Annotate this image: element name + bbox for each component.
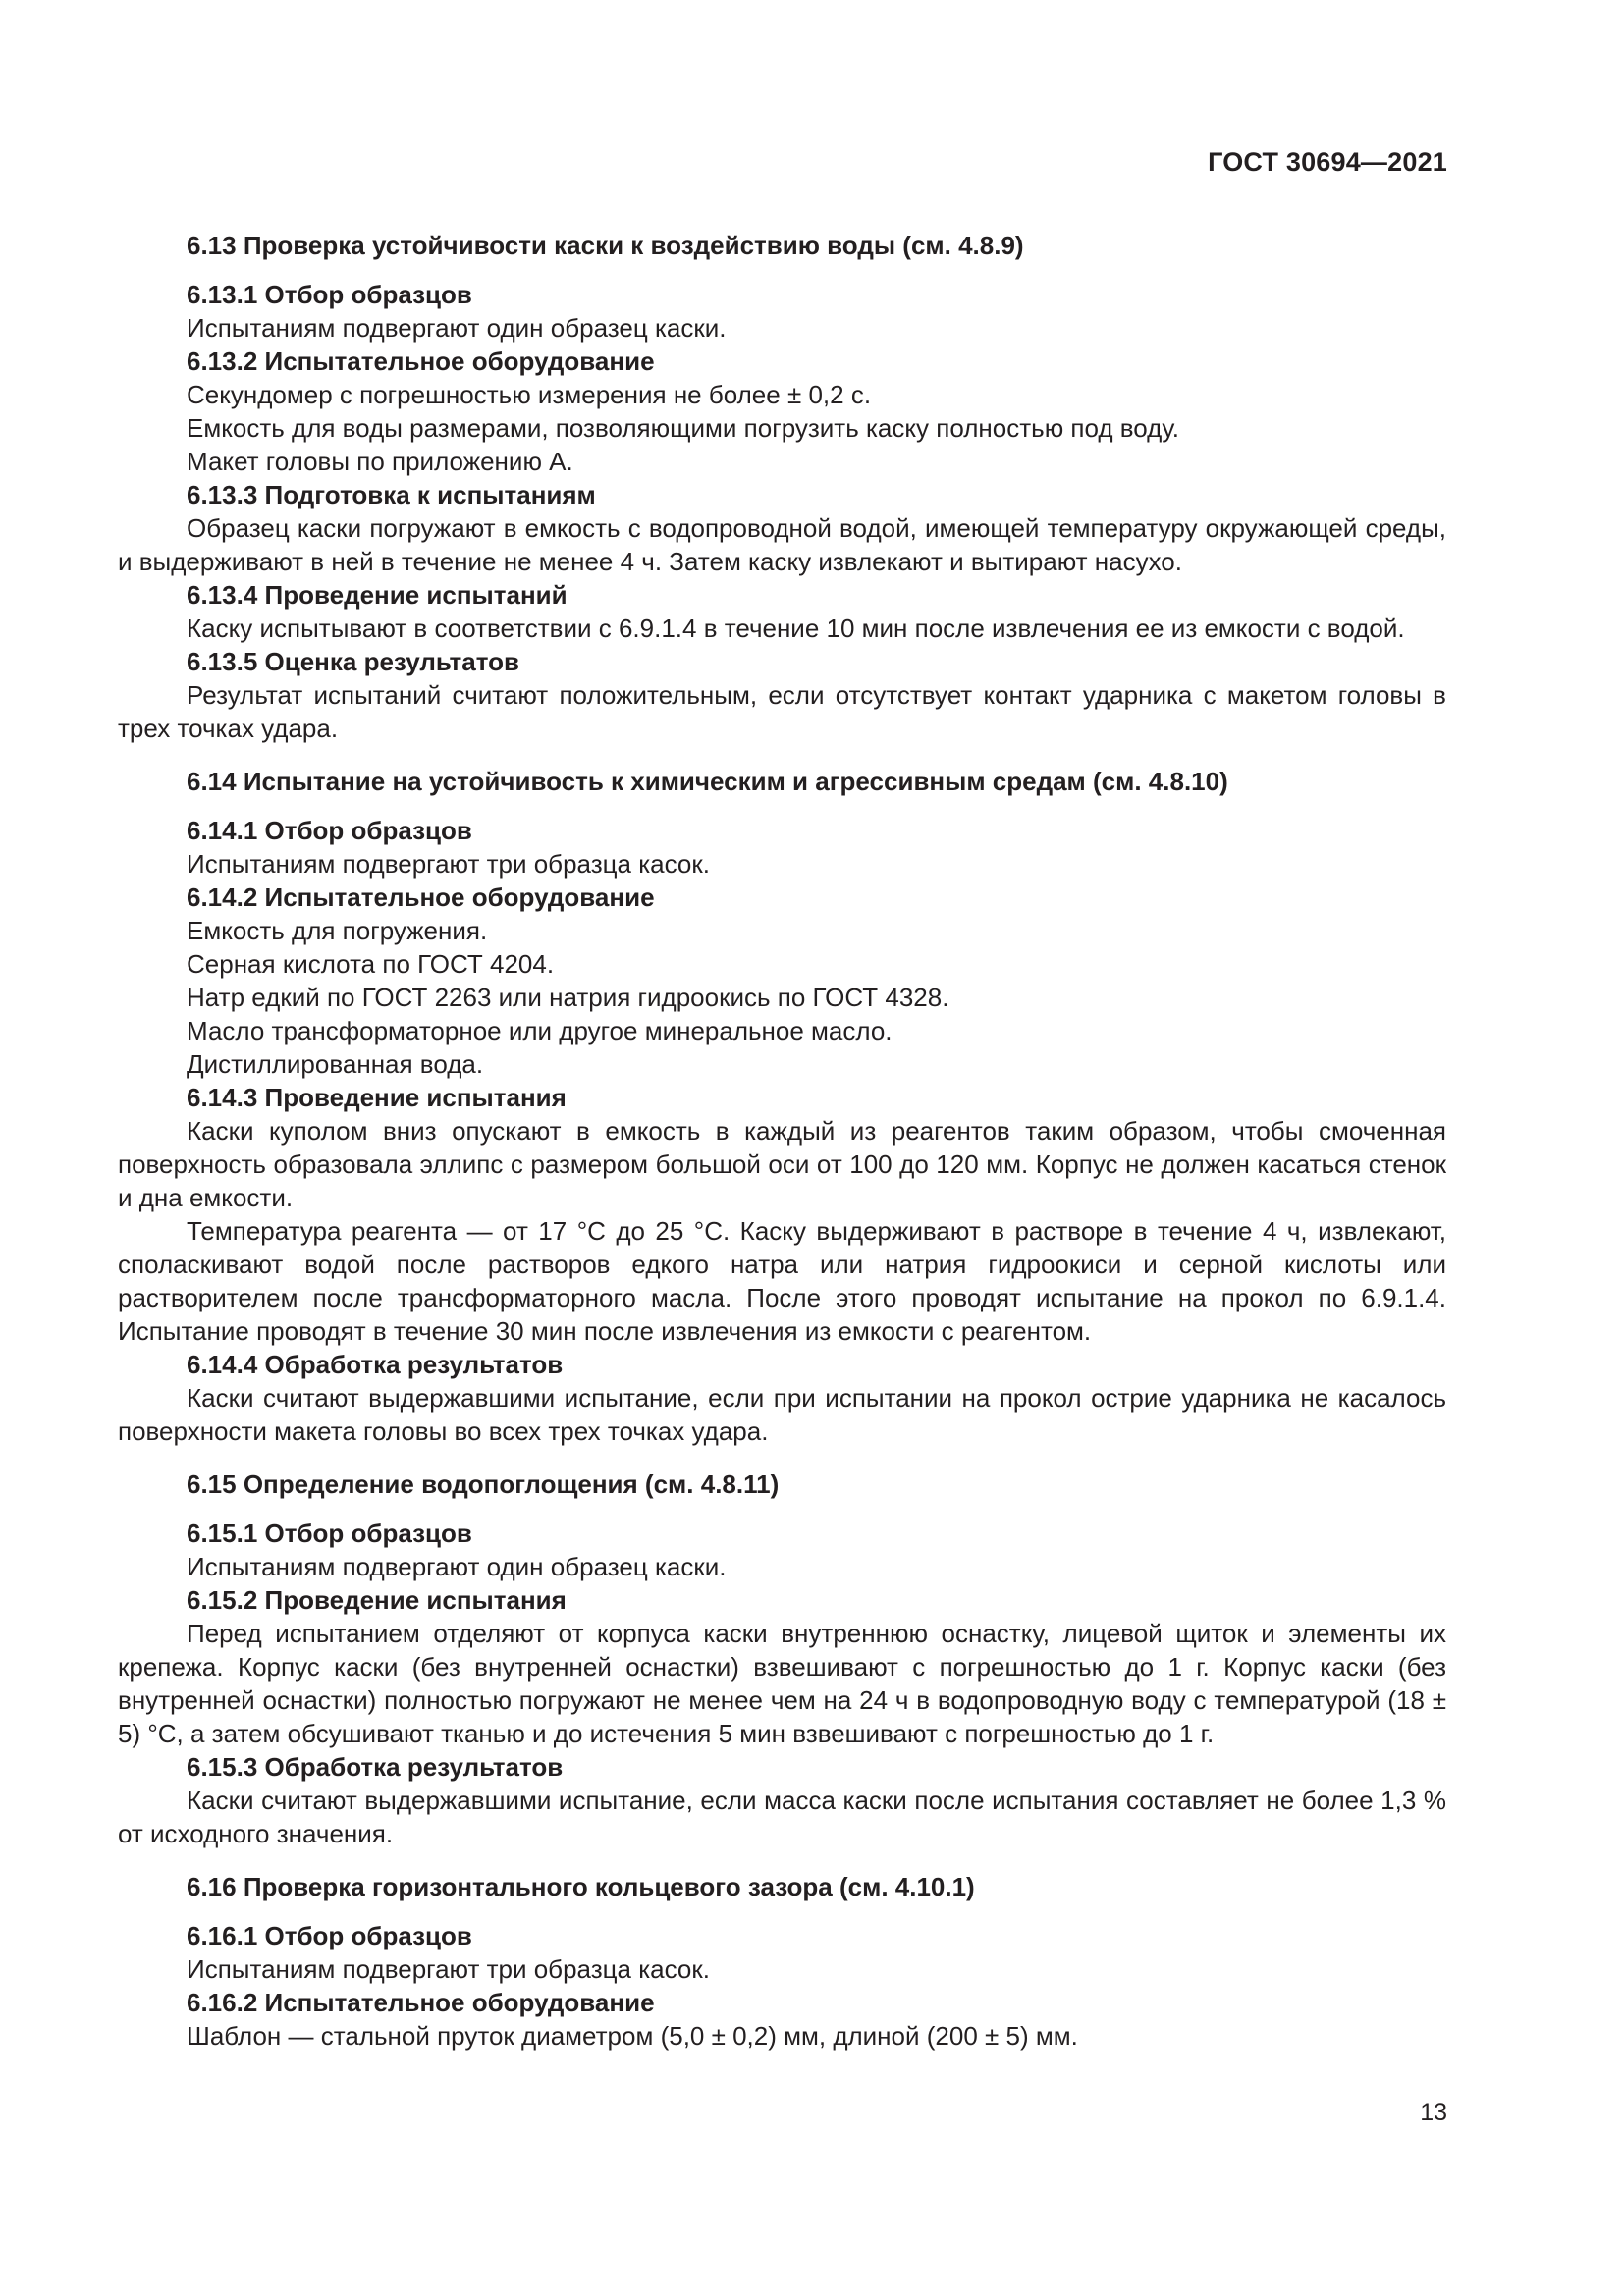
section-heading: 6.16 Проверка горизонтального кольцевого зазора (см. 4.10.1) (187, 1872, 975, 1901)
paragraph: Испытаниям подвергают три образца касок. (187, 849, 710, 879)
paragraph: Серная кислота по ГОСТ 4204. (187, 949, 555, 979)
section-heading: 6.13 Проверка устойчивости каски к воздействию воды (см. 4.8.9) (187, 231, 1024, 260)
section-6-13 (118, 229, 1446, 745)
subsection-heading: 6.14.4 Обработка результатов (187, 1350, 564, 1379)
subsection-heading: 6.15.3 Обработка результатов (187, 1752, 564, 1782)
paragraph: Шаблон — стальной пруток диаметром (5,0 ± 0,2) мм, длиной (200 ± 5) мм. (187, 2021, 1078, 2051)
paragraph: Испытаниям подвергают один образец каски. (187, 313, 727, 343)
page-number: 13 (1420, 2099, 1447, 2126)
subsection-heading: 6.13.3 Подготовка к испытаниям (187, 480, 596, 509)
paragraph: Испытаниям подвергают три образца касок. (187, 1954, 710, 1984)
subsection-heading: 6.13.1 Отбор образцов (187, 280, 472, 309)
subsection-heading: 6.14.2 Испытательное оборудование (187, 882, 655, 912)
paragraph: Каску испытывают в соответствии с 6.9.1.4 в течение 10 мин после извлечения ее из емкости с водой. (187, 614, 1405, 643)
subsection-heading: 6.14.1 Отбор образцов (187, 816, 472, 845)
section-heading: 6.14 Испытание на устойчивость к химическим и агрессивным средам (см. 4.8.10) (187, 767, 1228, 796)
subsection-heading: 6.14.3 Проведение испытания (187, 1083, 567, 1112)
paragraph: Емкость для погружения. (187, 916, 488, 945)
paragraph: Перед испытанием отделяют от корпуса каски внутреннюю оснастку, лицевой щиток и элементы их крепежа. Корпус каски (без внутренней оснастки) взвешивают с погрешностью до 1 г. Корпус каски (без внутренней оснастки) полностью погружают не менее чем на 24 ч в водопроводную воду с температурой (18 ± 5) °С, а затем обсушивают тканью и до истечения 5 мин взвешивают с погрешностью до 1 г. (118, 1619, 1446, 1748)
section-heading: 6.15 Определение водопоглощения (см. 4.8.11) (187, 1469, 780, 1499)
section-6-16 (118, 1870, 1446, 2053)
paragraph: Результат испытаний считают положительным, если отсутствует контакт ударника с макетом головы в трех точках удара. (118, 680, 1446, 743)
paragraph: Испытаниям подвергают один образец каски. (187, 1552, 727, 1581)
subsection-heading: 6.15.2 Проведение испытания (187, 1585, 567, 1615)
subsection-heading: 6.13.2 Испытательное оборудование (187, 347, 655, 376)
paragraph: Емкость для воды размерами, позволяющими погрузить каску полностью под воду. (187, 413, 1179, 443)
subsection-heading: 6.13.4 Проведение испытаний (187, 580, 568, 610)
paragraph: Каски считают выдержавшими испытание, если масса каски после испытания составляет не более 1,3 % от исходного значения. (118, 1786, 1446, 1848)
subsection-heading: 6.13.5 Оценка результатов (187, 647, 519, 676)
standard-code: ГОСТ 30694—2021 (1208, 147, 1447, 177)
paragraph: Макет головы по приложению А. (187, 447, 573, 476)
spacer (118, 1448, 1446, 1468)
paragraph: Масло трансформаторное или другое минеральное масло. (187, 1016, 893, 1045)
subsection-heading: 6.15.1 Отбор образцов (187, 1519, 472, 1548)
section-6-14 (118, 765, 1446, 1448)
spacer (118, 1850, 1446, 1870)
paragraph: Дистиллированная вода. (187, 1049, 484, 1079)
section-6-15 (118, 1468, 1446, 1850)
paragraph: Образец каски погружают в емкость с водопроводной водой, имеющей температуру окружающей среды, и выдерживают в ней в течение не менее 4 ч. Затем каску извлекают и вытирают насухо. (118, 513, 1446, 576)
page-body (118, 229, 1446, 2053)
paragraph: Каски считают выдержавшими испытание, если при испытании на прокол острие ударника не касалось поверхности макета головы во всех трех точках удара. (118, 1383, 1446, 1446)
subsection-heading: 6.16.2 Испытательное оборудование (187, 1988, 655, 2017)
spacer (118, 745, 1446, 765)
paragraph: Секундомер с погрешностью измерения не более ± 0,2 с. (187, 380, 872, 409)
paragraph: Температура реагента — от 17 °С до 25 °С. Каску выдерживают в растворе в течение 4 ч, извлекают, споласкивают водой после растворов едкого натра или натрия гидроокиси и серной кислоты или растворителем после трансформаторного масла. После этого проводят испытание на прокол по 6.9.1.4. Испытание проводят в течение 30 мин после извлечения из емкости с реагентом. (118, 1216, 1446, 1346)
paragraph: Каски куполом вниз опускают в емкость в каждый из реагентов таким образом, чтобы смоченная поверхность образовала эллипс с размером большой оси от 100 до 120 мм. Корпус не должен касаться стенок и дна емкости. (118, 1116, 1446, 1212)
subsection-heading: 6.16.1 Отбор образцов (187, 1921, 472, 1950)
paragraph: Натр едкий по ГОСТ 2263 или натрия гидроокись по ГОСТ 4328. (187, 983, 949, 1012)
